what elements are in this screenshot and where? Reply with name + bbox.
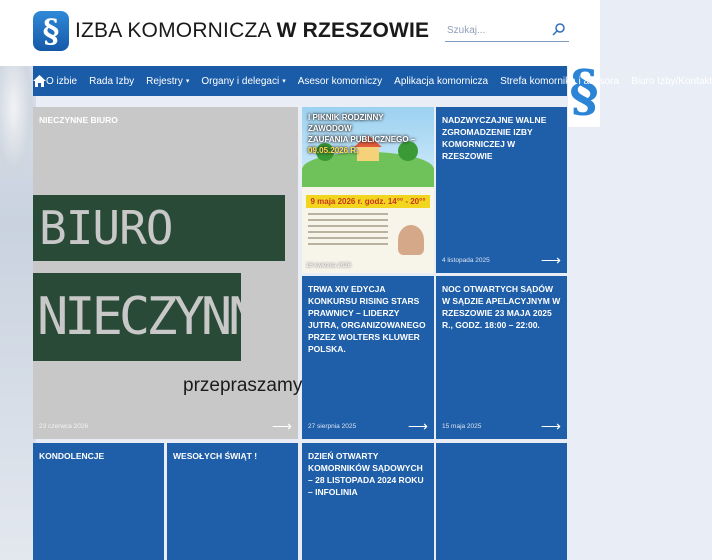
banner-biuro [33,195,285,261]
tile-title [308,112,428,156]
tile-title: NADZWYCZAJNE WALNE ZGROMADZENIE IZBY KOMORNICZEJ W RZESZOWIE [442,115,547,161]
poster-person-image [398,225,424,255]
nav-item-organy-i-delegaci[interactable] [201,76,285,87]
banner-subtitle: przepraszamy [183,375,303,396]
tile-title-line: ZAUFANIA PUBLICZNEGO – [308,135,416,144]
tile-title-line: I PIKNIK RODZINNY ZAWODOW [308,113,384,133]
chevron-down-icon: ▾ [185,78,190,85]
tile-date: 4 listopada 2025 [442,257,490,264]
paragraph-logo-icon[interactable]: § [33,11,69,51]
nav-item-label: Aplikacja komornicza [394,75,489,87]
nav-item-label: O izbie [46,75,78,87]
tile-date: 15 maja 2025 [442,423,482,430]
site-title-regular: IZBA KOMORNICZA [75,19,277,42]
news-tile-piknik[interactable] [302,107,434,273]
site-title-bold: W RZESZOWIE [276,19,430,42]
tile-title: KONDOLENCJE [39,451,105,461]
nav-item-rejestry[interactable] [146,76,189,87]
tile-date: 16 kwietnia 2026 [306,263,352,269]
nav-item-biuro-kontakt[interactable] [631,76,712,87]
home-icon[interactable] [33,66,46,96]
nav-item-label: Strefa komornika i asesora [500,75,620,87]
tile-title: DZIEŃ OTWARTY KOMORNIKÓW SĄDOWYCH – 28 LISTOPADA 2024 ROKU – INFOLINIA [308,451,424,497]
tile-date: 23 czerwca 2026 [39,423,89,430]
nav-item-strefa-komornika[interactable] [500,76,619,87]
nav-item-asesor-komorniczy[interactable] [298,76,382,87]
tile-title-line: 09.05.2026 R. [308,146,359,155]
arrow-right-icon: ⟶ [540,252,561,268]
nav-item-label: Rada Izby [89,75,135,87]
tile-title: NIECZYNNE BIURO [39,115,118,125]
nav-item-aplikacja-komornicza[interactable] [394,76,488,87]
nav-item-label: Rejestry [146,75,183,87]
nav-item-o-izbie[interactable] [46,76,77,87]
site-title[interactable] [75,19,429,43]
news-grid [33,107,567,560]
search-input[interactable] [445,21,549,41]
background-statue-image [0,60,34,180]
news-tile-nieczynne-biuro[interactable] [33,107,303,439]
poster-text-lines [308,213,388,249]
banner-text: BIURO [39,201,173,255]
news-tile-kondolencje[interactable] [33,443,164,560]
search-icon[interactable] [551,22,567,38]
tile-date: 27 sierpnia 2025 [308,423,357,430]
nav-item-label: Organy i delegaci [201,75,280,87]
banner-nieczynne [33,273,283,361]
news-tile-noc-sadow[interactable] [436,276,567,439]
main-nav [33,66,712,96]
news-tile-wesolych-swiat[interactable] [167,443,298,560]
nav-item-label: Asesor komorniczy [297,75,383,87]
nav-item-rada-izby[interactable] [89,76,134,87]
tile-title: TRWA XIV EDYCJA KONKURSU RISING STARS PRAWNICY – LIDERZY JUTRA, ORGANIZOWANEGO PRZEZ WOLTERS KLUWER POLSKA. [308,284,426,354]
tile-title: WESOŁYCH ŚWIĄT ! [173,451,258,461]
news-tile-walne-zgromadzenie[interactable] [436,107,567,273]
poster-date-band: 9 maja 2026 r. godz. 14°° - 20°° [306,195,430,208]
paragraph-decor-icon: § [568,55,600,127]
chevron-down-icon: ▾ [282,78,286,85]
banner-text: NIECZYNNE [37,287,283,347]
arrow-right-icon: ⟶ [407,418,428,434]
news-tile-rising-stars[interactable] [302,276,434,439]
search-box [445,20,569,42]
news-tile-empty[interactable] [436,443,567,560]
arrow-right-icon: ⟶ [271,418,292,434]
nav-item-label: Biuro Izby/Kontakt [631,75,712,87]
tile-title: NOC OTWARTYCH SĄDÓW W SĄDZIE APELACYJNYM W RZESZOWIE 23 MAJA 2025 R., GODZ. 18:00 – 22:00. [442,284,561,330]
news-tile-dzien-otwarty[interactable] [302,443,434,560]
site-header [0,0,600,66]
arrow-right-icon: ⟶ [540,418,561,434]
